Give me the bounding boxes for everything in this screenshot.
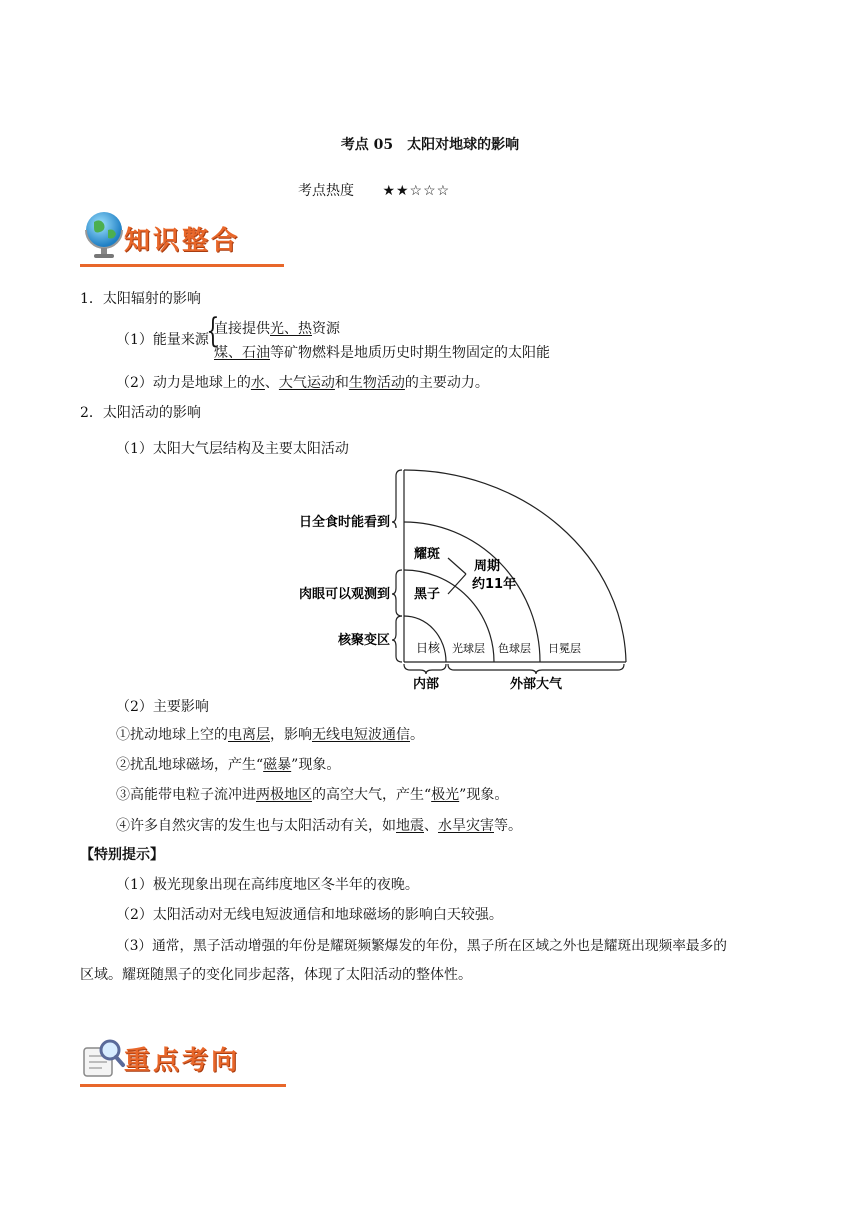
effect-4	[116, 815, 522, 835]
effect-2	[116, 754, 340, 774]
power-line	[116, 372, 489, 392]
text: 、	[284, 321, 298, 337]
knowledge-banner-title: 知识整合	[124, 226, 241, 256]
globe-icon	[82, 208, 128, 260]
tip-2: （2）太阳活动对无线电短波通信和地球磁场的影响白天较强。	[116, 907, 503, 923]
blank-coal: 煤	[214, 345, 228, 361]
blank-atmosphere: 大气运动	[278, 375, 335, 391]
tip-1: （1）极光现象出现在高纬度地区冬半年的夜晚。	[116, 877, 419, 893]
label-period-years: 约11年	[472, 577, 517, 592]
blank-oil: 石油	[242, 345, 270, 361]
blank-aurora: 极光	[431, 787, 460, 803]
blank-earthquake: 地震	[396, 818, 424, 834]
text: ②扰乱地球磁场，产生“	[116, 757, 264, 773]
text: ③高能带电粒子流冲进	[116, 787, 256, 803]
heat-stars: ★★☆☆☆	[382, 183, 451, 199]
label-eclipse: 日全食时能看到	[298, 515, 390, 530]
effect-1	[116, 724, 424, 744]
label-naked-eye: 肉眼可以观测到	[298, 587, 390, 602]
blank-water: 水	[250, 375, 265, 391]
text: 和	[334, 375, 349, 391]
text: 的主要动力。	[404, 375, 489, 391]
brace-symbol: {	[206, 311, 220, 351]
banner-underline	[80, 264, 284, 267]
structure-title: （1）太阳大气层结构及主要太阳活动	[116, 441, 349, 457]
text: ④许多自然灾害的发生也与太阳活动有关，如	[116, 818, 396, 834]
text: 。	[410, 727, 424, 743]
blank-light: 光	[270, 321, 284, 337]
text: ①扰动地球上空的	[116, 727, 228, 743]
text: 资源	[312, 321, 340, 337]
blank-biology: 生物活动	[348, 375, 405, 391]
label-core: 日核	[416, 641, 441, 655]
text: ”现象。	[291, 757, 341, 773]
heat-rating	[298, 180, 450, 200]
text: 等矿物燃料是地质历史时期生物固定的太阳能	[270, 345, 550, 361]
label-inner: 内部	[412, 677, 440, 692]
magnifier-notepad-icon	[80, 1036, 126, 1082]
energy-label: （1）能量来源	[116, 332, 209, 348]
energy-direct	[214, 318, 340, 338]
blank-ionosphere: 电离层	[228, 727, 270, 743]
text: 直接提供	[214, 321, 270, 337]
blank-magnetic-storm: 磁暴	[263, 757, 292, 773]
label-flare: 耀斑	[414, 547, 441, 562]
text: 等。	[494, 818, 522, 834]
main-effects-title: （2）主要影响	[116, 699, 209, 715]
tip-3b: 区域。耀斑随黑子的变化同步起落，体现了太阳活动的整体性。	[80, 967, 472, 983]
text: 的高空大气，产生“	[312, 787, 432, 803]
blank-radio: 无线电短波通信	[312, 727, 410, 743]
text: ”现象。	[459, 787, 509, 803]
energy-fossil	[214, 342, 550, 362]
tips-heading: 【特别提示】	[80, 847, 164, 863]
blank-heat: 热	[298, 321, 312, 337]
text: 、	[264, 375, 279, 391]
blank-polar: 两极地区	[256, 787, 312, 803]
sun-structure-diagram	[280, 462, 680, 694]
blank-flood-drought: 水旱灾害	[438, 818, 494, 834]
text: 、	[424, 818, 438, 834]
label-period: 周期	[474, 559, 501, 574]
label-outer: 外部大气	[509, 677, 563, 692]
banner-underline	[80, 1084, 286, 1087]
section2-heading: 2．太阳活动的影响	[80, 405, 201, 421]
label-corona: 日冕层	[548, 642, 581, 655]
tip-3a: （3）通常，黑子活动增强的年份是耀斑频繁爆发的年份，黑子所在区域之外也是耀斑出现频率最多的	[116, 938, 727, 954]
label-chromosphere: 色球层	[498, 642, 531, 655]
label-sunspot: 黑子	[414, 587, 441, 602]
section1-heading: 1．太阳辐射的影响	[80, 291, 201, 307]
heat-label: 考点热度	[298, 183, 354, 199]
text: ，影响	[270, 727, 312, 743]
text: 、	[228, 345, 242, 361]
label-photosphere: 光球层	[452, 642, 485, 655]
label-fusion: 核聚变区	[337, 633, 390, 648]
effect-3	[116, 784, 508, 804]
text: （2）动力是地球上的	[116, 375, 251, 391]
focus-banner-title: 重点考向	[124, 1046, 241, 1076]
page-title: 考点 05 太阳对地球的影响	[340, 137, 520, 153]
